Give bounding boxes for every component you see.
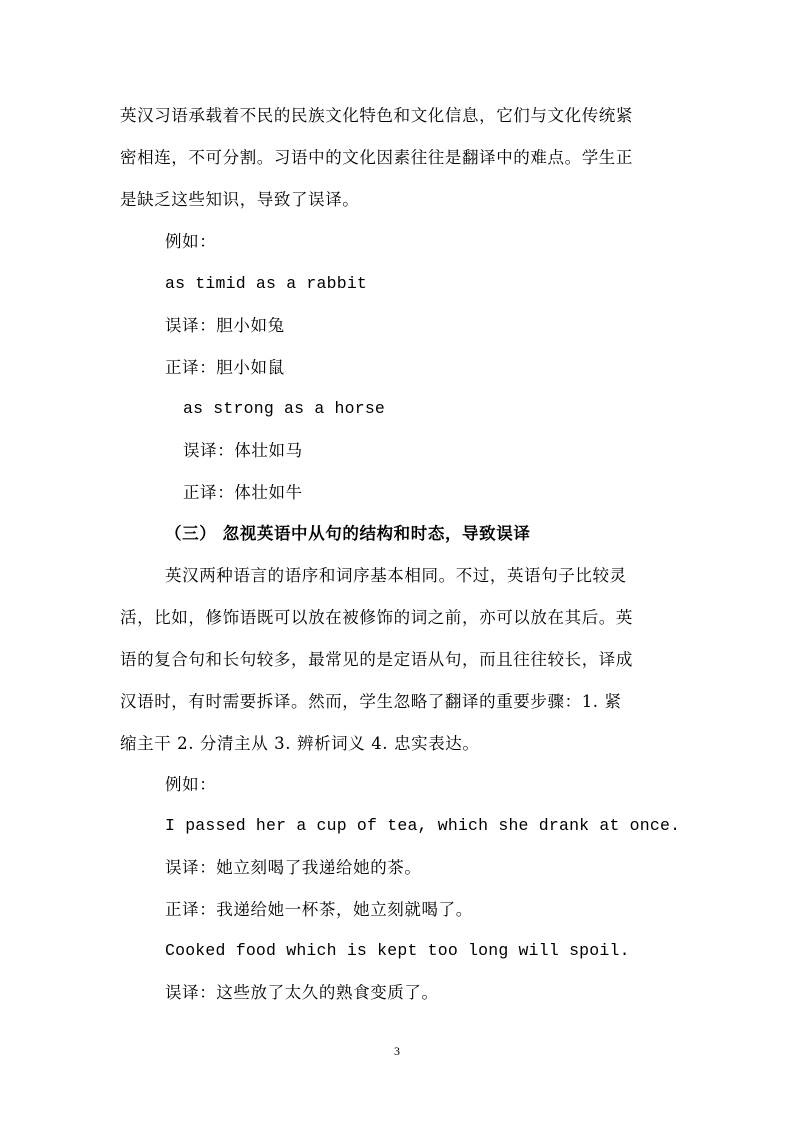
wrong-translation: 误译：体壮如马 <box>183 441 303 460</box>
example-label: 例如： <box>165 232 217 251</box>
wrong-translation: 误译：她立刻喝了我递给她的茶。 <box>165 858 422 877</box>
paragraph-line: 英汉两种语言的语序和词序基本相同。不过，英语句子比较灵 <box>165 566 627 585</box>
example-phrase: as strong as a horse <box>183 399 386 418</box>
paragraph-line: 英汉习语承载着不民的民族文化特色和文化信息，它们与文化传统紧 <box>120 106 633 125</box>
correct-translation: 正译：体壮如牛 <box>183 483 303 502</box>
correct-translation: 正译：我递给她一杯茶，她立刻就喝了。 <box>165 900 473 919</box>
paragraph-line: 密相连，不可分割。习语中的文化因素往往是翻译中的难点。学生正 <box>120 148 633 167</box>
example-sentence: Cooked food which is kept too long will spoil. <box>165 941 630 960</box>
paragraph-line: 汉语时，有时需要拆译。然而，学生忽略了翻译的重要步骤：1. 紧 <box>120 692 622 711</box>
paragraph-line: 缩主干 2. 分清主从 3. 辨析词义 4. 忠实表达。 <box>120 734 480 753</box>
section-heading: （三） 忽视英语中从句的结构和时态，导致误译 <box>165 524 531 543</box>
correct-translation: 正译：胆小如鼠 <box>165 358 285 377</box>
example-sentence: I passed her a cup of tea, which she drank at once. <box>165 816 681 835</box>
paragraph-line: 是缺乏这些知识，导致了误译。 <box>120 190 360 209</box>
page-number: 3 <box>394 1044 400 1058</box>
wrong-translation: 误译：这些放了太久的熟食变质了。 <box>165 983 439 1002</box>
example-label: 例如： <box>165 775 217 794</box>
paragraph-line: 活，比如，修饰语既可以放在被修饰的词之前，亦可以放在其后。英 <box>120 608 633 627</box>
wrong-translation: 误译：胆小如兔 <box>165 316 285 335</box>
paragraph-line: 语的复合句和长句较多，最常见的是定语从句，而且往往较长，译成 <box>120 650 633 669</box>
example-phrase: as timid as a rabbit <box>165 274 368 293</box>
